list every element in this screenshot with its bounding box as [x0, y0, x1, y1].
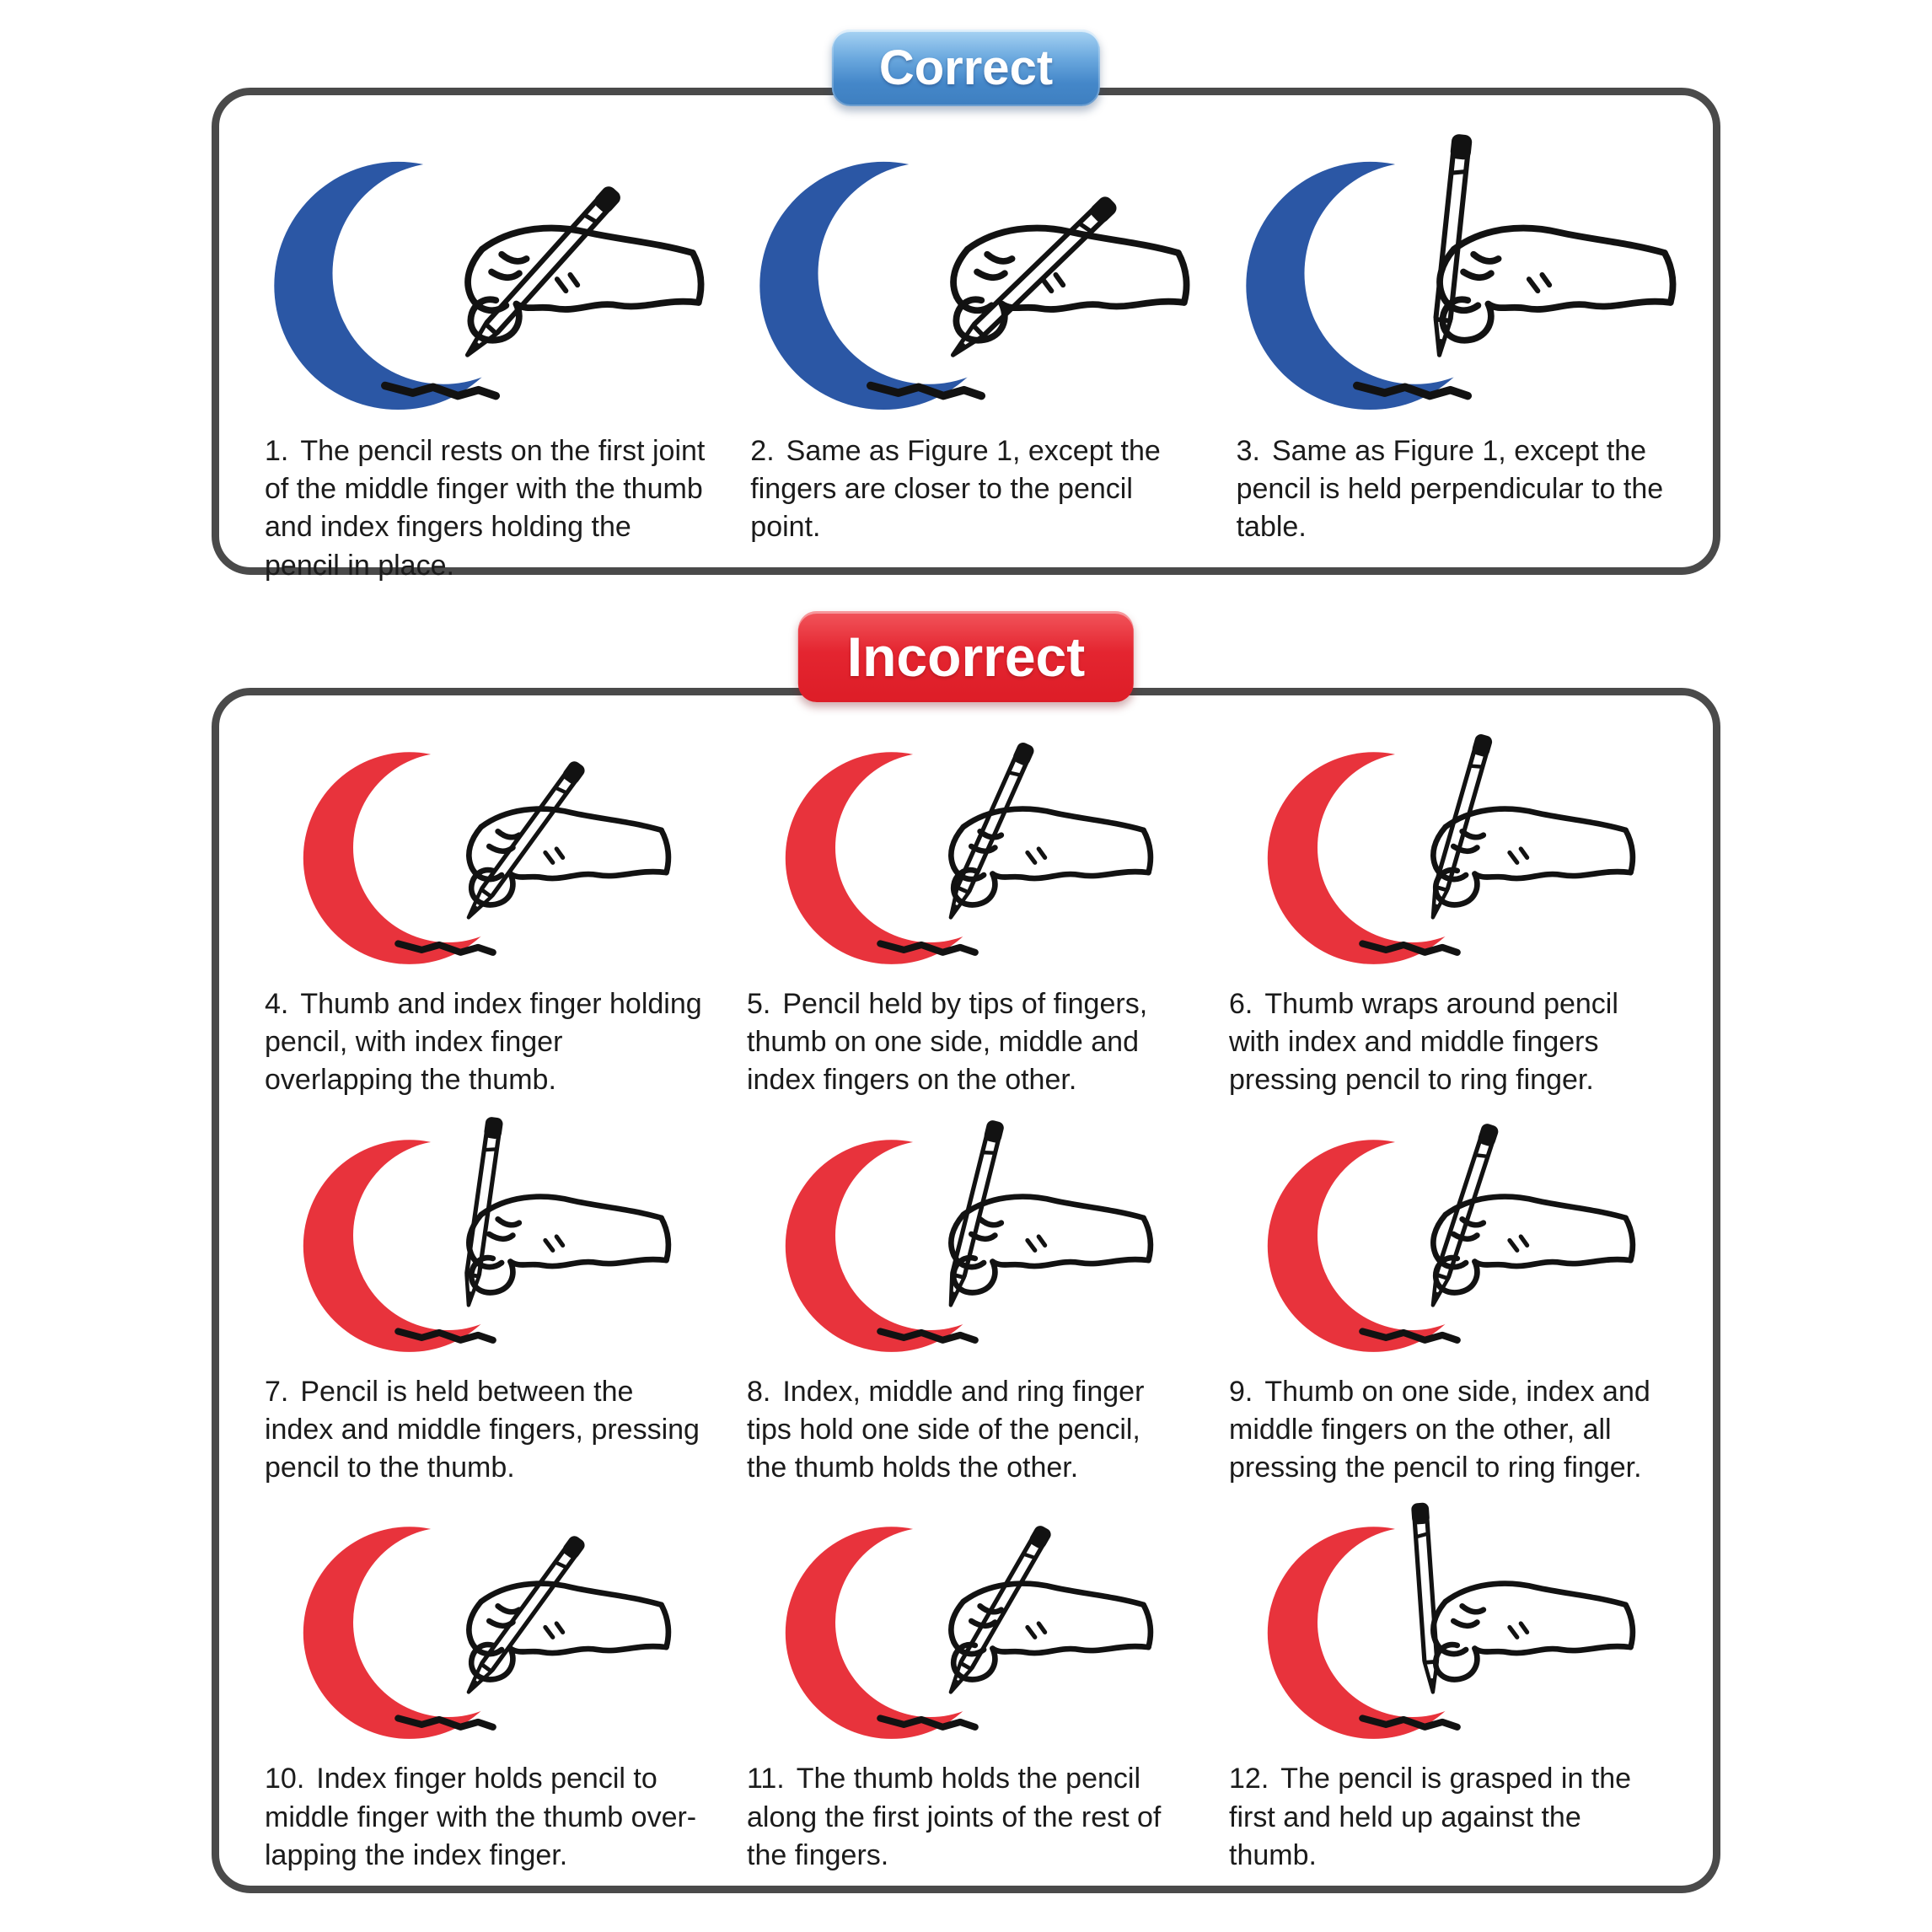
figure-3-caption: 3. Same as Figure 1, except the pencil is held perpendicular to the table.: [1236, 435, 1664, 544]
figure-5-cell: [730, 724, 1202, 1100]
hand-pencil-icon: [745, 129, 1197, 421]
correct-figures-grid: [219, 95, 1713, 585]
figure-6-cell: [1212, 724, 1684, 1100]
hand-pencil-icon: [291, 1499, 678, 1748]
figure-3-cell: [1220, 129, 1695, 585]
figure-6-caption: 6. Thumb wraps around pencil with index and middle fingers pressing pencil to ring finger.: [1229, 988, 1618, 1097]
incorrect-badge: Incorrect: [798, 611, 1134, 702]
figure-9-illustration: [1224, 1112, 1672, 1361]
figure-1-illustration: [260, 129, 711, 421]
incorrect-section-panel: [212, 625, 1720, 1893]
hand-pencil-icon: [773, 1499, 1160, 1748]
figure-2-caption: 2. Same as Figure 1, except the fingers are closer to the pencil point.: [750, 435, 1161, 544]
figure-12-cell: [1212, 1499, 1684, 1875]
hand-pencil-icon: [1255, 1499, 1642, 1748]
figure-4-illustration: [260, 724, 708, 974]
figure-10-cell: [248, 1499, 720, 1875]
figure-10-caption: 10. Index finger holds pencil to middle finger with the thumb over-lapping the index finger.: [265, 1763, 697, 1871]
hand-pencil-icon: [260, 129, 711, 421]
hand-pencil-icon: [291, 724, 678, 974]
figure-11-illustration: [742, 1499, 1190, 1748]
figure-9-caption: 9. Thumb on one side, index and middle fingers on the other, all pressing the pencil to ring finger.: [1229, 1375, 1650, 1484]
figure-2-cell: [733, 129, 1209, 585]
hand-pencil-icon: [1232, 129, 1683, 421]
figure-1-caption: 1. The pencil rests on the first joint of the middle finger with the thumb and index fingers holding the pencil in place.: [265, 435, 706, 582]
figure-12-illustration: [1224, 1499, 1672, 1748]
figure-7-cell: [248, 1112, 720, 1488]
incorrect-figures-grid: [219, 695, 1713, 1875]
figure-11-cell: [730, 1499, 1202, 1875]
figure-12-caption: 12. The pencil is grasped in the first and held up against the thumb.: [1229, 1763, 1632, 1871]
hand-pencil-icon: [1255, 724, 1642, 974]
figure-8-cell: [730, 1112, 1202, 1488]
figure-8-caption: 8. Index, middle and ring finger tips hold one side of the pencil, the thumb holds the other.: [747, 1375, 1145, 1484]
hand-pencil-icon: [1255, 1112, 1642, 1361]
figure-11-caption: 11. The thumb holds the pencil along the first joints of the rest of the fingers.: [747, 1763, 1162, 1871]
figure-6-illustration: [1224, 724, 1672, 974]
figure-9-cell: [1212, 1112, 1684, 1488]
figure-10-illustration: [260, 1499, 708, 1748]
figure-1-cell: [248, 129, 723, 585]
hand-pencil-icon: [291, 1112, 678, 1361]
figure-4-caption: 4. Thumb and index finger holding pencil, with index finger overlapping the thumb.: [265, 988, 702, 1097]
figure-5-illustration: [742, 724, 1190, 974]
figure-7-illustration: [260, 1112, 708, 1361]
figure-5-caption: 5. Pencil held by tips of fingers, thumb on one side, middle and index fingers on the other.: [747, 988, 1148, 1097]
hand-pencil-icon: [773, 724, 1160, 974]
correct-section-panel: [212, 40, 1720, 582]
figure-7-caption: 7. Pencil is held between the index and middle fingers, pressing pencil to the thumb.: [265, 1375, 700, 1484]
hand-pencil-icon: [773, 1112, 1160, 1361]
correct-badge: Correct: [832, 30, 1100, 106]
figure-2-illustration: [745, 129, 1197, 421]
figure-4-cell: [248, 724, 720, 1100]
figure-3-illustration: [1232, 129, 1683, 421]
figure-8-illustration: [742, 1112, 1190, 1361]
